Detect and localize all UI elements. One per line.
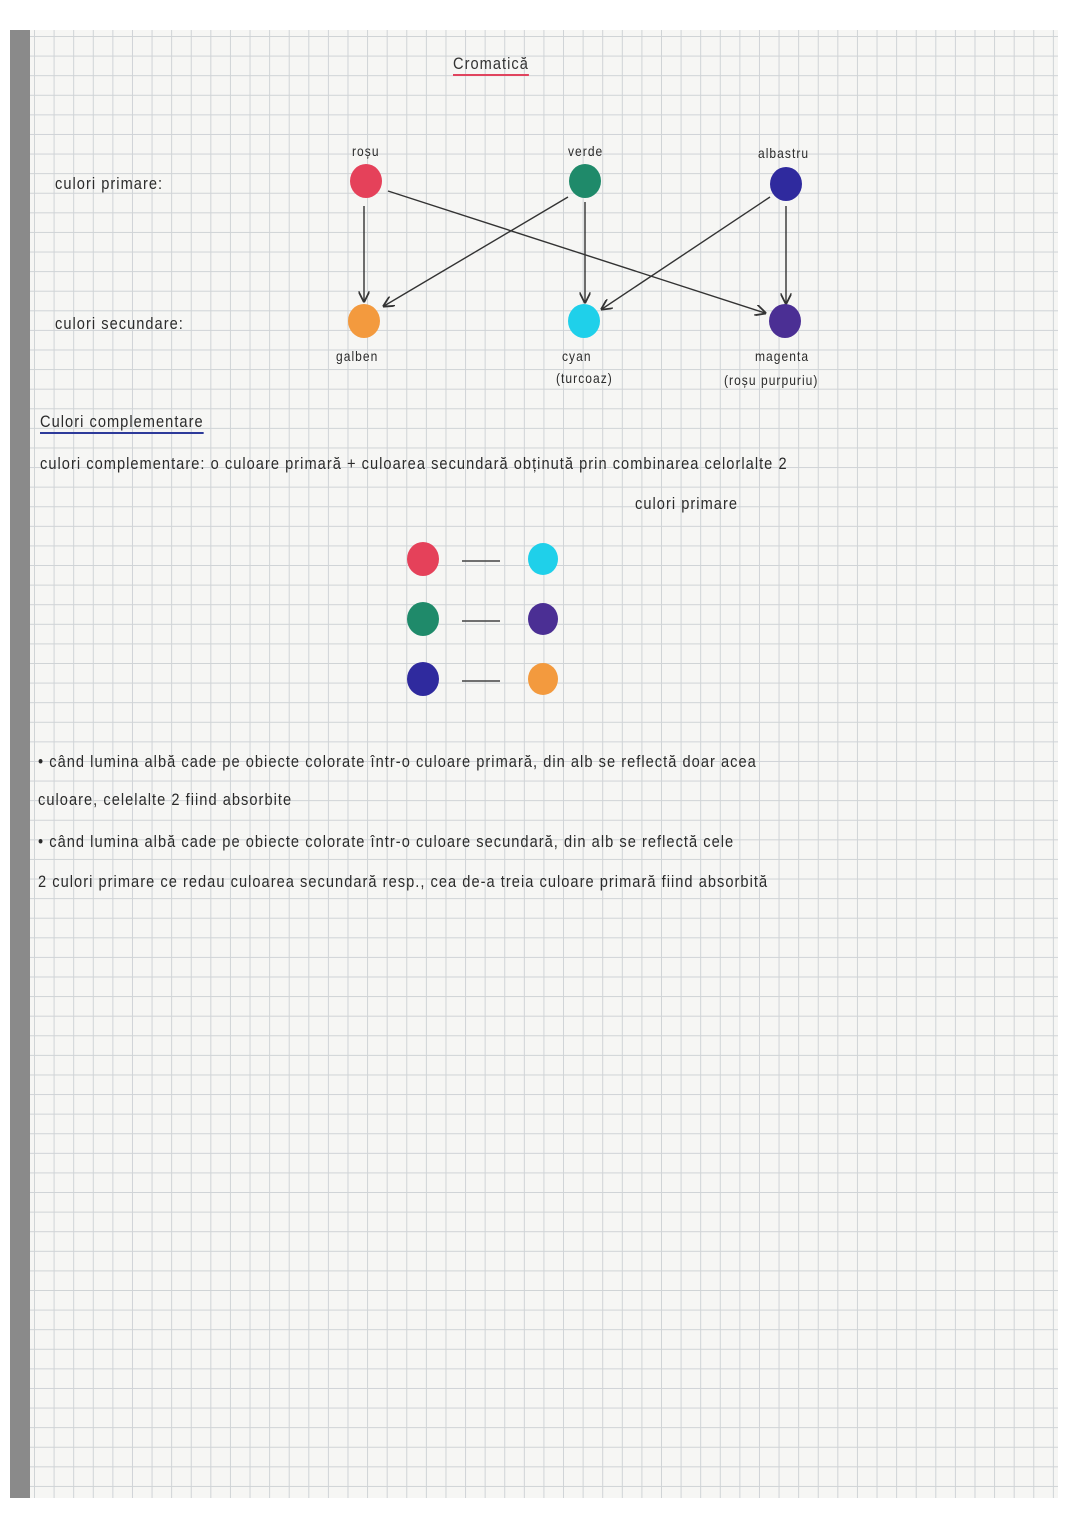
arrow-red-magenta [388, 191, 765, 313]
primary-name-green: verde [568, 143, 604, 159]
primary-color-dot [770, 167, 802, 201]
complementary-primary-dot [407, 602, 439, 636]
complementary-heading: Culori complementare [40, 412, 204, 431]
complementary-secondary-dot [528, 663, 558, 695]
primary-name-red: roșu [352, 143, 380, 159]
secondary-note-cyan: (turcoaz) [556, 370, 613, 386]
secondary-name-magenta: magenta [755, 348, 810, 364]
secondary-name-cyan: cyan [562, 348, 592, 364]
complementary-primary-dot [407, 542, 439, 576]
arrow-green-yellow [384, 197, 568, 306]
secondary-color-dot [568, 304, 600, 338]
primary-name-blue: albastru [758, 145, 810, 161]
arrow-blue-cyan [602, 197, 770, 309]
page-title: Cromatică [453, 54, 529, 73]
primary-color-dot [569, 164, 601, 198]
complementary-definition-line2: culori primare [635, 494, 739, 513]
secondary-colors-label: culori secundare: [55, 314, 184, 333]
note-line-2: culoare, celelalte 2 fiind absorbite [38, 790, 293, 809]
secondary-color-dot [348, 304, 380, 338]
note-line-4: 2 culori primare ce redau culoarea secundară resp., cea de-a treia culoare primară fiind absorbită [38, 872, 769, 891]
complementary-primary-dot [407, 662, 439, 696]
note-line-3: • când lumina albă cade pe obiecte colorate într-o culoare secundară, din alb se reflectă cele [38, 832, 735, 851]
complementary-definition-line1: culori complementare: o culoare primară + culoarea secundară obținută prin combinarea celorlalte 2 [40, 454, 788, 473]
secondary-note-magenta: (roșu purpuriu) [724, 372, 819, 388]
note-line-1: • când lumina albă cade pe obiecte colorate într-o culoare primară, din alb se reflectă doar acea [38, 752, 757, 771]
complementary-secondary-dot [528, 603, 558, 635]
secondary-name-yellow: galben [336, 348, 379, 364]
complementary-secondary-dot [528, 543, 558, 575]
primary-colors-label: culori primare: [55, 174, 164, 193]
primary-color-dot [350, 164, 382, 198]
secondary-color-dot [769, 304, 801, 338]
